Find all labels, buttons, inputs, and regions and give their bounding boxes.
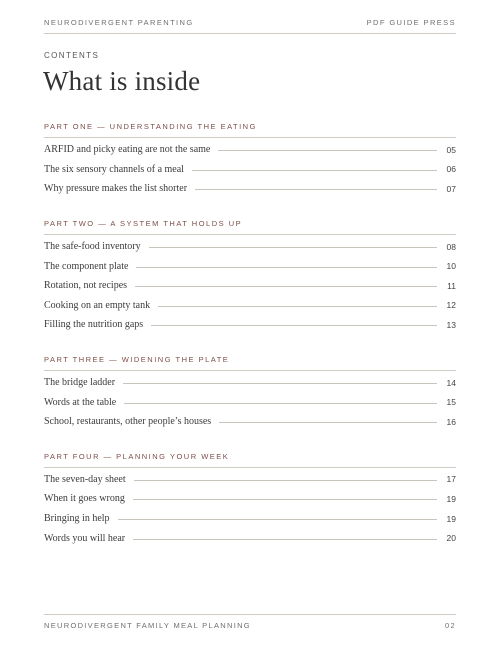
toc-entry-page: 14: [446, 377, 456, 388]
toc-entry[interactable]: [44, 140, 456, 160]
toc-leader-line: [218, 150, 437, 151]
contents-eyebrow: CONTENTS: [44, 51, 100, 60]
toc-section: [44, 450, 456, 548]
toc-section: [44, 217, 456, 335]
toc-leader-line: [135, 286, 437, 287]
toc-entry-title: The safe-food inventory: [44, 241, 141, 253]
toc-leader-line: [151, 325, 437, 326]
toc-leader-line: [123, 383, 437, 384]
toc-entry-title: Why pressure makes the list shorter: [44, 183, 188, 195]
toc-entry-page: 15: [446, 397, 456, 408]
toc-entry-page: 12: [446, 300, 456, 311]
part-divider: [44, 370, 456, 371]
toc-leader-line: [192, 170, 437, 171]
toc-section: [44, 120, 456, 199]
toc-entry[interactable]: [44, 160, 456, 180]
toc-entry[interactable]: [44, 179, 456, 199]
toc-entry-page: 19: [446, 493, 456, 504]
running-header: [44, 18, 456, 34]
toc-entry-title: The bridge ladder: [44, 377, 116, 389]
toc-entry-page: 08: [446, 241, 456, 252]
toc-section: [44, 353, 456, 432]
toc-leader-line: [133, 499, 437, 500]
toc-entry-title: School, restaurants, other people’s houses: [44, 416, 212, 428]
toc-entry[interactable]: [44, 509, 456, 529]
toc-leader-line: [149, 247, 437, 248]
toc-entry[interactable]: [44, 373, 456, 393]
toc-entry-title: Words you will hear: [44, 532, 126, 544]
toc-leader-line: [134, 480, 437, 481]
toc-entry-title: Rotation, not recipes: [44, 280, 128, 292]
toc-entry-page: 17: [446, 474, 456, 485]
part-divider: [44, 234, 456, 235]
footer-book-title: NEURODIVERGENT FAMILY MEAL PLANNING: [44, 621, 251, 630]
toc-entry-page: 06: [446, 164, 456, 175]
toc-entry-title: ARFID and picky eating are not the same: [44, 144, 211, 156]
part-divider: [44, 137, 456, 138]
toc-entry[interactable]: [44, 237, 456, 257]
running-footer: [44, 614, 456, 630]
toc-leader-line: [118, 519, 437, 520]
toc-leader-line: [158, 306, 437, 307]
toc-leader-line: [219, 422, 437, 423]
toc-entry[interactable]: [44, 256, 456, 276]
toc-leader-line: [136, 267, 437, 268]
toc-entry-page: 20: [446, 533, 456, 544]
toc-entry-title: When it goes wrong: [44, 493, 125, 505]
toc-entry-title: Bringing in help: [44, 513, 110, 525]
header-publisher: PDF GUIDE PRESS: [366, 18, 456, 27]
toc-entry[interactable]: [44, 315, 456, 335]
toc-entry[interactable]: [44, 276, 456, 296]
toc-entry-title: Cooking on an empty tank: [44, 299, 151, 311]
toc-entry-page: 11: [447, 280, 456, 291]
part-heading: PART FOUR — PLANNING YOUR WEEK: [44, 451, 230, 461]
toc-entry-title: Filling the nutrition gaps: [44, 319, 144, 331]
toc-entry[interactable]: [44, 528, 456, 548]
toc-leader-line: [195, 189, 437, 190]
part-heading: PART THREE — WIDENING THE PLATE: [44, 354, 230, 364]
header-series-title: NEURODIVERGENT PARENTING: [44, 18, 194, 27]
toc-entry-page: 05: [446, 144, 456, 155]
toc-entry[interactable]: [44, 412, 456, 432]
toc-entry-title: The seven-day sheet: [44, 473, 126, 485]
toc-entry[interactable]: [44, 392, 456, 412]
toc-entry-title: The six sensory channels of a meal: [44, 163, 184, 175]
toc-entry-page: 16: [446, 416, 456, 427]
toc-entry[interactable]: [44, 489, 456, 509]
toc-entry-page: 07: [446, 183, 456, 194]
toc-leader-line: [133, 539, 437, 540]
toc-entry[interactable]: [44, 470, 456, 490]
table-of-contents: [44, 120, 456, 566]
part-heading: PART TWO — A SYSTEM THAT HOLDS UP: [44, 218, 243, 228]
page-title: What is inside: [43, 66, 201, 96]
toc-entry-page: 13: [446, 319, 456, 330]
toc-entry-page: 10: [446, 261, 456, 272]
toc-leader-line: [124, 403, 437, 404]
toc-entry[interactable]: [44, 296, 456, 316]
toc-entry-title: The component plate: [44, 260, 129, 272]
footer-page-number: 02: [445, 621, 456, 630]
toc-entry-title: Words at the table: [44, 396, 117, 408]
part-divider: [44, 467, 456, 468]
part-heading: PART ONE — UNDERSTANDING THE EATING: [44, 122, 257, 131]
toc-entry-page: 19: [446, 513, 456, 524]
